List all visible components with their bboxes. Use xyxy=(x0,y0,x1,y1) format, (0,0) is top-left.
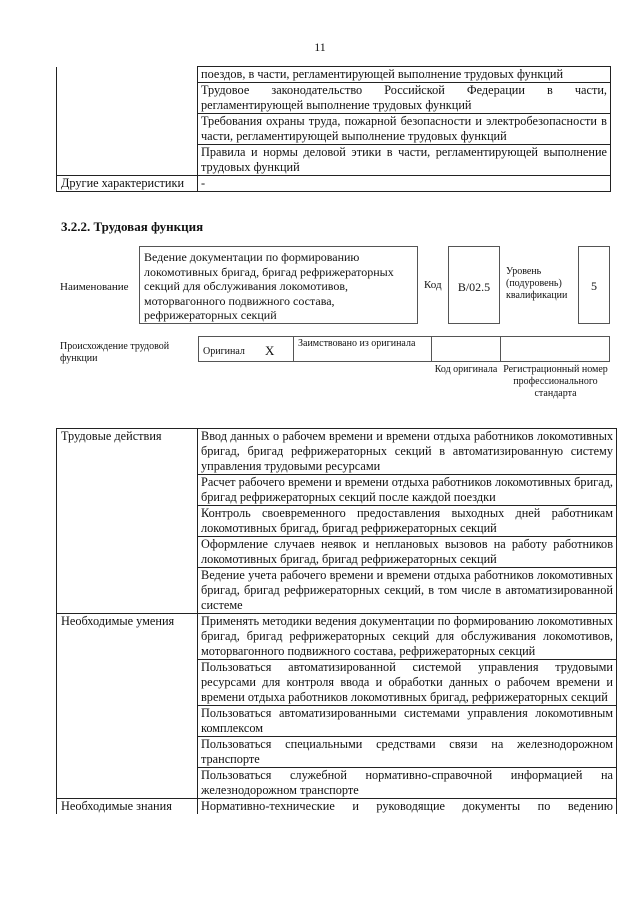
table-row xyxy=(57,429,617,475)
table-row xyxy=(57,114,611,145)
original-label: Оригинал xyxy=(203,346,245,357)
table-cell: Трудовое законодательство Российской Федерации в части, регламентирующей выполнение трудовых функций xyxy=(198,83,611,114)
table-row xyxy=(57,67,611,83)
table-row xyxy=(57,799,617,815)
list-item: Пользоваться автоматизированными системами управления локомотивным комплексом xyxy=(198,706,617,737)
code-value: B/02.5 xyxy=(457,280,491,294)
level-value: 5 xyxy=(591,279,597,293)
level-label: Уровень (подуровень) квалификации xyxy=(506,266,568,301)
row-label xyxy=(57,67,198,83)
list-item: Пользоваться автоматизированной системой управления трудовыми ресурсами для контроля ввода и обработки данных о рабочем времени и времени отдыха работников локомотивных бригад, рефрижераторных секций xyxy=(198,660,617,706)
table-cell: - xyxy=(198,176,611,192)
registration-caption: Регистрационный номер профессионального стандарта xyxy=(503,364,608,399)
row-label: Другие характеристики xyxy=(57,176,198,192)
table-row xyxy=(57,176,611,192)
list-item: Нормативно-технические и руководящие документы по ведению xyxy=(198,799,617,815)
origin-divider-1 xyxy=(293,336,294,362)
list-item: Ведение учета рабочего времени и времени отдыха работников локомотивных бригад, бригад рефрижераторных секций, в том числе в автоматизированной системе xyxy=(198,568,617,614)
function-details-table xyxy=(56,428,617,814)
table-cell: поездов, в части, регламентирующей выполнение трудовых функций xyxy=(198,67,611,83)
group-label-knowledge: Необходимые знания xyxy=(57,799,198,815)
code-label: Код xyxy=(424,279,442,291)
function-name-box xyxy=(139,246,418,324)
list-item: Применять методики ведения документации по формированию локомотивных бригад, бригад рефрижераторных секций для обслуживания локомотивов, моторвагонного подвижного состава, рефрижераторных секций xyxy=(198,614,617,660)
section-title: 3.2.2. Трудовая функция xyxy=(61,219,204,234)
list-item: Контроль своевременного предоставления выходных дней работникам локомотивных бригад, бригад рефрижераторных секций xyxy=(198,506,617,537)
origin-divider-2 xyxy=(431,336,432,362)
list-item: Пользоваться служебной нормативно-справочной информацией на железнодорожном транспорте xyxy=(198,768,617,799)
list-item: Оформление случаев неявок и неплановых вызовов на работу работников локомотивных бригад, бригад рефрижераторных секций xyxy=(198,537,617,568)
table-row xyxy=(57,614,617,660)
code-original-caption: Код оригинала xyxy=(434,364,498,375)
table-cell: Правила и нормы деловой этики в части, регламентирующей выполнение трудовых функций xyxy=(198,145,611,176)
function-name: Ведение документации по формированию локомотивных бригад, бригад рефрижераторных секций для обслуживания локомотивов, моторвагонного подвижного состава, рефрижераторных секций xyxy=(144,250,394,322)
table-cell: Требования охраны труда, пожарной безопасности и электробезопасности в части, регламентирующей выполнение трудовых функций xyxy=(198,114,611,145)
page-number: 11 xyxy=(314,40,326,54)
origin-label: Происхождение трудовой функции xyxy=(60,341,170,364)
requirements-table-continued xyxy=(56,66,611,192)
table-row xyxy=(57,83,611,114)
name-label: Наименование xyxy=(60,281,129,293)
borrowed-label: Заимствовано из оригинала xyxy=(298,338,416,349)
list-item: Расчет рабочего времени и времени отдыха работников локомотивных бригад, бригад рефрижераторных секций после каждой поездки xyxy=(198,475,617,506)
level-box xyxy=(578,246,610,324)
list-item: Пользоваться специальными средствами связи на железнодорожном транспорте xyxy=(198,737,617,768)
group-label-actions: Трудовые действия xyxy=(57,429,198,614)
origin-divider-3 xyxy=(500,336,501,362)
list-item: Ввод данных о рабочем времени и времени отдыха работников локомотивных бригад, бригад рефрижераторных секций в автоматизированную систему управления трудовыми ресурсами xyxy=(198,429,617,475)
code-box xyxy=(448,246,500,324)
original-mark: X xyxy=(265,343,275,358)
table-row xyxy=(57,145,611,176)
group-label-skills: Необходимые умения xyxy=(57,614,198,799)
